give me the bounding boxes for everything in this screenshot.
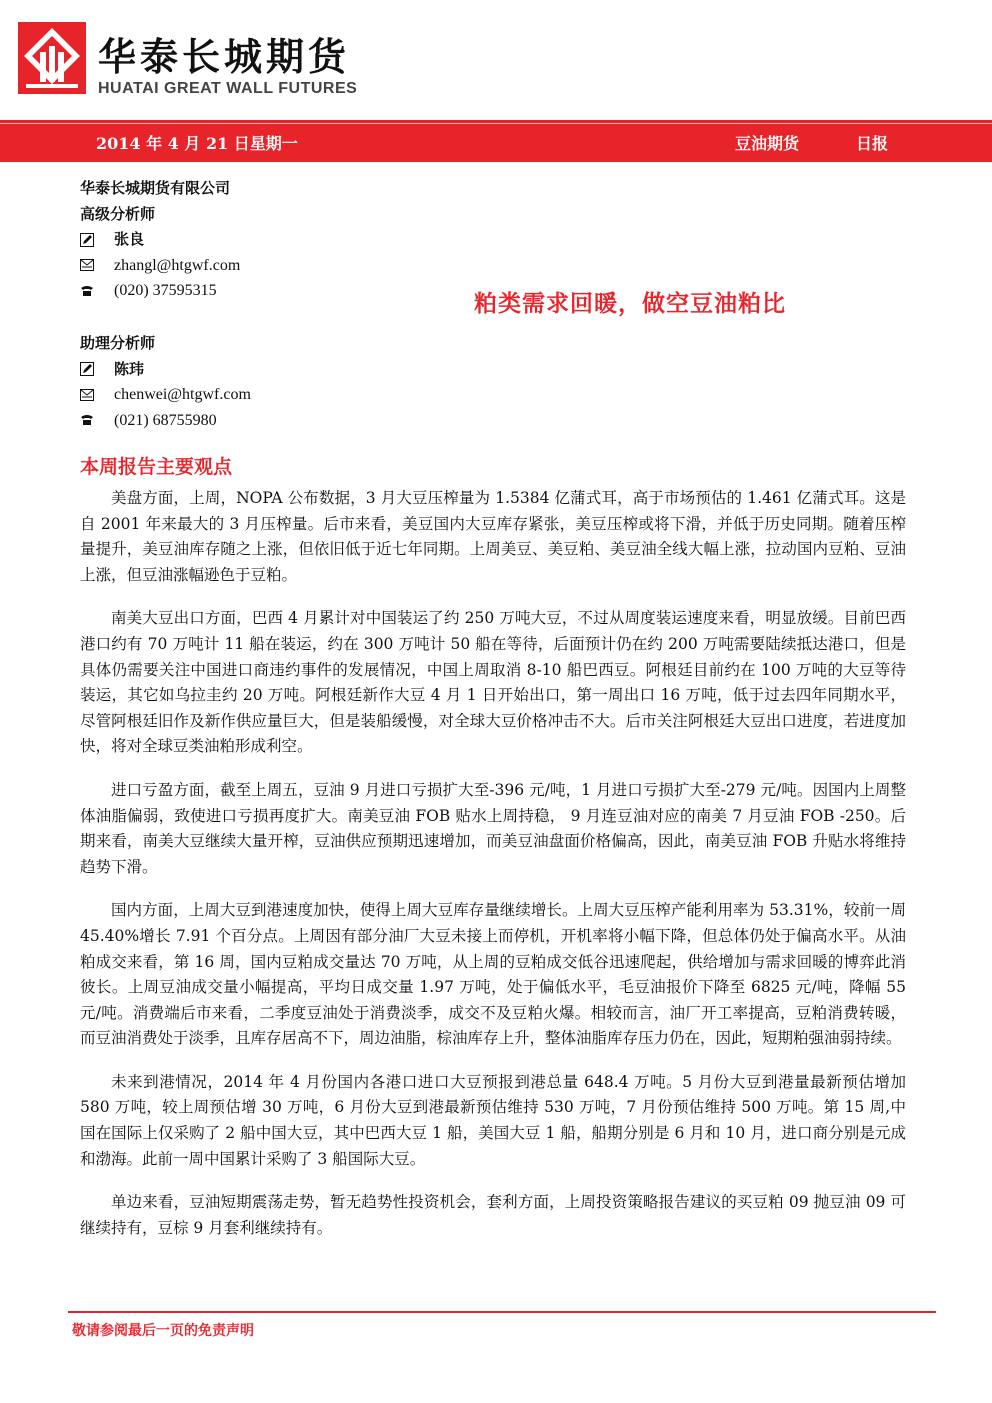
pencil-icon [80,233,114,247]
header-band-rule [0,123,992,124]
phone-icon [80,285,114,297]
paragraph-south-america-exports: 南美大豆出口方面，巴西 4 月累计对中国装运了约 250 万吨大豆，不过从周度装运速度来看，明显放缓。目前巴西港口约有 70 万吨计 11 船在装运，约在 300 万吨计 50 船在等待，后面预计仍在约 200 万吨需要陆续抵达港口，但是具体仍需要关注中国进口商违约事件的发展情况，中国上周取消 8-10 船巴西豆。阿根廷目前约在 100 万吨的大豆等待装运，其它如乌拉圭约 20 万吨。阿根廷新作大豆 4 月 1 日开始出口，第一周出口 16 万吨，低于过去四年同期水平，尽管阿根廷旧作及新作供应量巨大，但是装船缓慢，对全球大豆价格冲击不大。后市关注阿根廷大豆出口进度，若进度加快，将对全球豆类油粕形成利空。 [80,609,906,756]
pencil-icon [80,362,114,376]
assistant-analyst-name: 陈玮 [114,359,145,378]
assistant-analyst-block [80,331,251,433]
report-type: 日报 [856,134,889,153]
assistant-analyst-email[interactable]: chenwei@htgwf.com [114,386,251,403]
paragraph-strategy: 单边来看，豆油短期震荡走势，暂无趋势性投资机会，套利方面，上周投资策略报告建议的买豆粕 09 抛豆油 09 可继续持有，豆棕 9 月套利继续持有。 [80,1193,906,1237]
footer-divider [68,1311,936,1313]
phone-icon [80,414,114,426]
senior-analyst-title: 高级分析师 [80,204,156,223]
senior-analyst-phone-row [80,278,240,304]
company-logo-cn: 华泰长城期货 [98,35,351,79]
assistant-analyst-phone: (021) 68755980 [114,411,217,429]
report-date: 2014 年 4 月 21 日星期一 [96,134,298,153]
report-category: 豆油期货 [735,134,800,153]
assistant-analyst-name-row [80,357,251,383]
senior-analyst-phone: (020) 37595315 [114,282,217,299]
assistant-analyst-email-row [80,382,251,408]
paragraph-domestic: 国内方面，上周大豆到港速度加快，使得上周大豆库存量继续增长。上周大豆压榨产能利用率为 53.31%，较前一周 45.40%增长 7.91 个百分点。上周因有部分油厂大豆未接上而停机，开机率将小幅下降，但总体仍处于偏高水平。从油粕成交来看，第 16 周，国内豆粕成交量达 70 万吨，从上周的豆粕成交低谷迅速爬起，供给增加与需求回暖的博弈此消彼长。上周豆油成交量小幅提高，平均日成交量 1.97 万吨，处于偏低水平，毛豆油报价下降至 6825 元/吨，降幅 55 元/吨。消费端后市来看，二季度豆油处于消费淡季，成交不及豆粕火爆。相较而言，油厂开工率提高，豆粕消费转暖，而豆油消费处于淡季，且库存居高不下，周边油脂，棕油库存上升，整体油脂库存压力仍在，因此，短期粕强油弱持续。 [80,901,906,1048]
envelope-icon [80,259,114,271]
assistant-analyst-title: 助理分析师 [80,334,156,352]
company-name: 华泰长城期货有限公司 [80,179,231,197]
senior-analyst-email-row [80,253,240,279]
senior-analyst-block [80,176,240,304]
senior-analyst-name: 张良 [114,230,145,248]
section-title: 本周报告主要观点 [80,456,233,478]
footer-disclaimer-link[interactable]: 敬请参阅最后一页的免责声明 [72,1323,254,1339]
company-logo-en: HUATAI GREAT WALL FUTURES [98,80,358,97]
paragraph-arrivals: 未来到港情况，2014 年 4 月份国内各港口进口大豆预报到港总量 648.4 万吨。5 月份大豆到港量最新预估增加 580 万吨，较上周预估增 30 万吨，6 月份大豆到港最新预估维持 530 万吨，7 月份预估维持 500 万吨。第 15 周,中国在国际上仅采购了 2 船中国大豆，其中巴西大豆 1 船，美国大豆 1 船，船期分别是 6 月和 10 月，进口商分别是元成和渤海。此前一周中国累计采购了 3 船国际大豆。 [80,1072,906,1168]
report-body [80,486,906,1259]
report-headline: 粕类需求回暖，做空豆油粕比 [474,290,786,317]
paragraph-us-market: 美盘方面，上周，NOPA 公布数据，3 月大豆压榨量为 1.5384 亿蒲式耳，高于市场预估的 1.461 亿蒲式耳。这是自 2001 年来最大的 3 月压榨量。后市来看，美豆国内大豆库存紧张，美豆压榨或将下滑，并低于历史同期。随着压榨量提升，美豆油库存随之上涨，但依旧低于近七年同期。上周美豆、美豆粕、美豆油全线大幅上涨，拉动国内豆粕、豆油上涨，但豆油涨幅逊色于豆粕。 [80,489,906,584]
senior-analyst-email[interactable]: zhangl@htgwf.com [114,256,241,274]
assistant-analyst-phone-row [80,408,251,434]
company-logo-icon [18,22,86,94]
senior-analyst-name-row [80,227,240,253]
envelope-icon [80,389,114,401]
paragraph-import-margin: 进口亏盈方面，截至上周五，豆油 9 月进口亏损扩大至-396 元/吨，1 月进口亏损扩大至-279 元/吨。因国内上周整体油脂偏弱，致使进口亏损再度扩大。南美豆油 FOB 贴水上周持稳， 9 月连豆油对应的南美 7 月豆油 FOB -250。后期来看，南美大豆继续大量开榨，豆油供应预期迅速增加，而美豆油盘面价格偏高，因此，南美豆油 FOB 升贴水将维持趋势下滑。 [80,780,906,876]
